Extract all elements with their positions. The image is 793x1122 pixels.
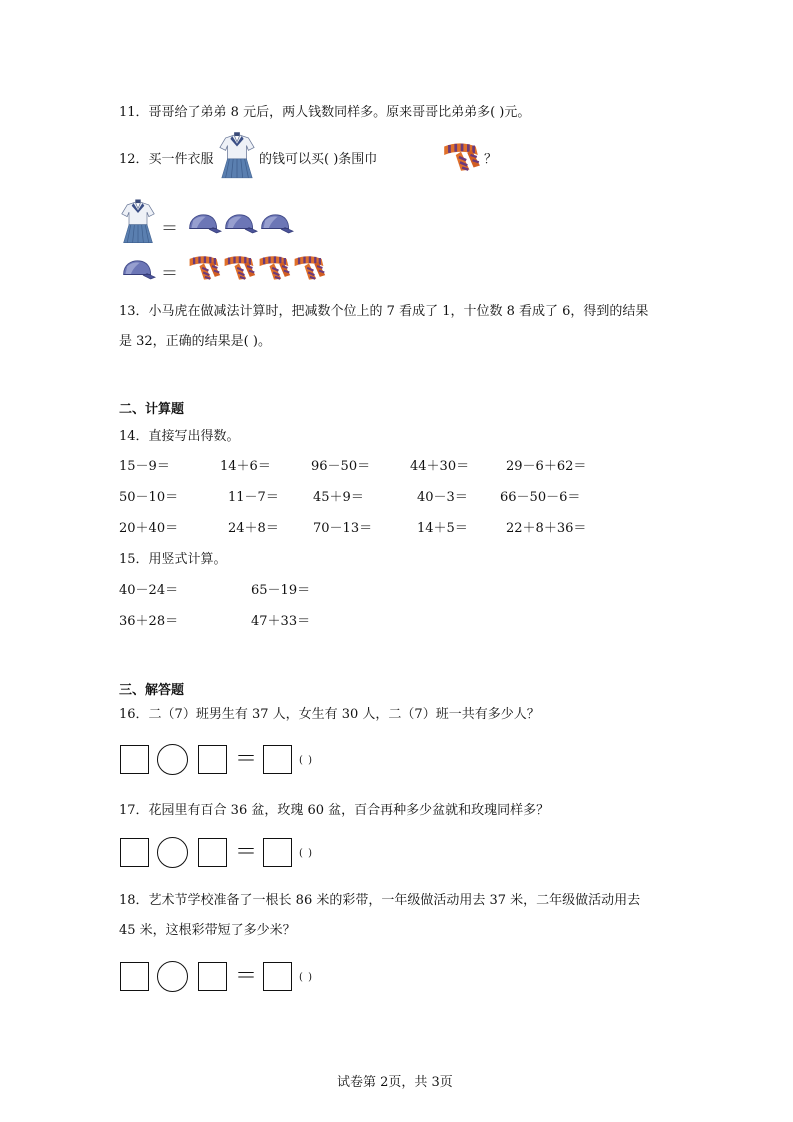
calc-item: 70－13＝ — [313, 521, 373, 536]
calc-item: 15－9＝ — [119, 459, 170, 474]
scarf-icon — [256, 253, 292, 281]
answer-box[interactable] — [198, 962, 227, 991]
equals-sign: ＝ — [235, 964, 258, 989]
unit-parentheses[interactable]: ( ) — [299, 972, 313, 983]
equals-sign: ＝ — [235, 840, 258, 865]
dress-icon — [218, 131, 256, 181]
calc-item: 14＋5＝ — [417, 521, 468, 536]
cap-icon — [222, 212, 258, 236]
answer-box[interactable] — [198, 838, 227, 867]
calc-item: 40－3＝ — [417, 490, 468, 505]
scarf-icon — [291, 253, 327, 281]
cap-icon — [186, 212, 222, 236]
calc-item: 44＋30＝ — [410, 459, 470, 474]
question-14-title: 14．直接写出得数。 — [119, 429, 240, 444]
question-13-line2: 是 32，正确的结果是( )。 — [119, 334, 271, 349]
question-12-suffix: ？ — [484, 152, 498, 167]
dress-icon — [120, 199, 156, 245]
calc-item: 11－7＝ — [228, 490, 279, 505]
answer-box[interactable] — [263, 962, 292, 991]
calc-item: 24＋8＝ — [228, 521, 279, 536]
answer-box[interactable] — [120, 745, 149, 774]
answer-box[interactable] — [120, 962, 149, 991]
operator-circle[interactable] — [157, 744, 188, 775]
scarf-icon — [440, 140, 482, 172]
cap-icon — [258, 212, 294, 236]
calc-item: 14＋6＝ — [220, 459, 271, 474]
calc-item: 50－10＝ — [119, 490, 179, 505]
calc-item: 29－6＋62＝ — [506, 459, 587, 474]
calc-item: 20＋40＝ — [119, 521, 179, 536]
question-13-line1: 13．小马虎在做减法计算时，把减数个位上的 7 看成了 1，十位数 8 看成了 6，得到的结果 — [119, 304, 649, 319]
vertical-calc-item: 40－24＝ — [119, 583, 179, 598]
answer-box[interactable] — [263, 838, 292, 867]
section-title-calculation: 二、计算题 — [119, 402, 185, 417]
unit-parentheses[interactable]: ( ) — [299, 755, 313, 766]
scarf-icon — [221, 253, 257, 281]
question-18-line1: 18．艺术节学校准备了一根长 86 米的彩带，一年级做活动用去 37 米，二年级做活动用去 — [119, 893, 641, 908]
equals-sign: ＝ — [235, 747, 258, 772]
equals-sign: ＝ — [161, 264, 178, 284]
vertical-calc-item: 47＋33＝ — [251, 614, 311, 629]
question-12-middle: 的钱可以买( )条围巾 — [259, 152, 378, 167]
calc-item: 45＋9＝ — [313, 490, 364, 505]
answer-box[interactable] — [263, 745, 292, 774]
question-11: 11．哥哥给了弟弟 8 元后，两人钱数同样多。原来哥哥比弟弟多( )元。 — [119, 105, 531, 120]
scarf-icon — [186, 253, 222, 281]
vertical-calc-item: 65－19＝ — [251, 583, 311, 598]
question-12-prefix: 12．买一件衣服 — [119, 152, 214, 167]
cap-icon — [120, 258, 156, 282]
answer-box[interactable] — [120, 838, 149, 867]
page-footer: 试卷第 2页，共 3页 — [337, 1075, 453, 1090]
question-16: 16．二（7）班男生有 37 人，女生有 30 人，二（7）班一共有多少人？ — [119, 707, 540, 722]
section-title-word-problems: 三、解答题 — [119, 683, 185, 698]
calc-item: 66－50－6＝ — [500, 490, 581, 505]
question-17: 17．花园里有百合 36 盆，玫瑰 60 盆，百合再种多少盆就和玫瑰同样多？ — [119, 803, 550, 818]
question-18-line2: 45 米，这根彩带短了多少米？ — [119, 923, 296, 938]
unit-parentheses[interactable]: ( ) — [299, 848, 313, 859]
calc-item: 96－50＝ — [311, 459, 371, 474]
answer-box[interactable] — [198, 745, 227, 774]
operator-circle[interactable] — [157, 961, 188, 992]
equals-sign: ＝ — [161, 219, 178, 239]
operator-circle[interactable] — [157, 837, 188, 868]
question-15-title: 15．用竖式计算。 — [119, 552, 227, 567]
vertical-calc-item: 36＋28＝ — [119, 614, 179, 629]
calc-item: 22＋8＋36＝ — [506, 521, 587, 536]
